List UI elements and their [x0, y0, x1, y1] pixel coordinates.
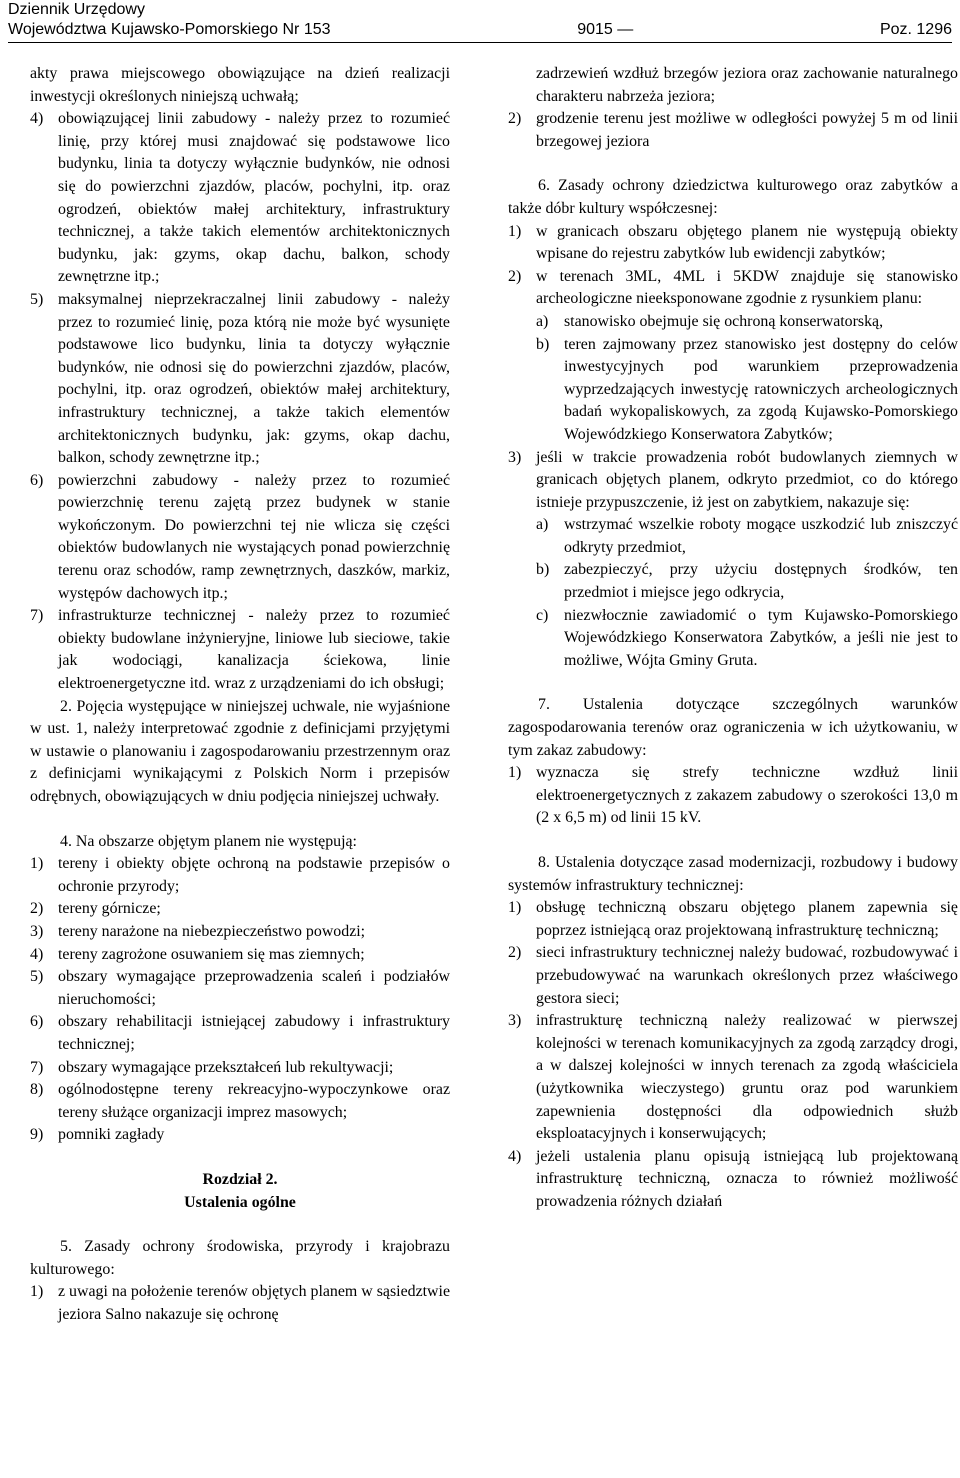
- list-marker: 5): [30, 968, 44, 986]
- list-item: [30, 289, 450, 470]
- list-marker: 6): [30, 1013, 44, 1031]
- list-marker: 2): [508, 944, 522, 962]
- list-text: teren zajmowany przez stanowisko jest dostępny do celów inwestycyjnych pod warunkiem przeprowadzenia wyprzedzających inwestycję ratowniczych archeologicznych badań wykopaliskowych, za zgodą Kujawsko-Pomorskiego Wojewódzkiego Konserwatora Zabytków;: [564, 335, 958, 443]
- list-item: [508, 762, 958, 830]
- page-header: [8, 0, 952, 40]
- list-item: [30, 1057, 450, 1080]
- list-item: [30, 1079, 450, 1124]
- list-marker: 1): [508, 899, 522, 917]
- list-marker: b): [536, 335, 550, 353]
- left-column: [30, 63, 450, 1326]
- list-text: grodzenie terenu jest możliwe w odległości powyżej 5 m od linii brzegowej jeziora: [536, 110, 958, 150]
- list-item: [30, 921, 450, 944]
- list-text: z uwagi na położenie terenów objętych planem w sąsiedztwie jeziora Salno nakazuje się ochronę: [58, 1283, 450, 1323]
- list-item: 3) jeśli w trakcie prowadzenia robót budowlanych ziemnych w granicach objętych planem, odkryto przedmiot, co do którego istnieje przypuszczenie, iż jest on zabytkiem, nakazuje się:: [508, 448, 958, 511]
- list-marker: 9): [30, 1126, 44, 1144]
- list-item: [508, 108, 958, 153]
- journal-title: Dziennik Urzędowy: [8, 1, 145, 18]
- sub-list-item: [508, 311, 958, 334]
- list-marker: 1): [508, 222, 522, 240]
- paragraph-5: 5. Zasady ochrony środowiska, przyrody i krajobrazu kulturowego:: [30, 1238, 450, 1278]
- list-text: maksymalnej nieprzekraczalnej linii zabudowy - należy przez to rozumieć linię, poza którą nie może być wysunięte podstawowe lico budynku, linia ta dotyczy wyłącznie budynków, nie odnosi się do powierzchni zjazdów, placów, pochylni, itp. oraz ogrodzeń, obiektów małej architektury, infrastruktury technicznej, a także takich elementów architektonicznych budynku, jak: gzyms, okap dachu, balkon, schody zewnętrzne itp.;: [58, 290, 450, 467]
- list-item: [508, 1010, 958, 1146]
- paragraph-6: 6. Zasady ochrony dziedzictwa kulturowego oraz zabytków a także dóbr kultury współczesnej:: [508, 177, 958, 217]
- list-text: zabezpieczyć, przy użyciu dostępnych środków, ten przedmiot i miejsce jego odkrycia,: [564, 561, 958, 602]
- list-item: [508, 897, 958, 942]
- list-item: [30, 944, 450, 967]
- list-marker: 4): [508, 1147, 522, 1165]
- list-text: jeżeli ustalenia planu opisują istniejącą lub projektowaną infrastrukturę techniczną, oznacza to również możliwość prowadzenia różnych działań: [536, 1147, 958, 1210]
- list-marker: 1): [30, 855, 44, 873]
- list-text: ogólnodostępne tereny rekreacyjno-wypoczynkowe oraz tereny służące organizacji imprez masowych;: [58, 1081, 450, 1121]
- list-text: obsługę techniczną obszaru objętego planem zapewnia się poprzez istniejącą oraz projektowaną infrastrukturę techniczną;: [536, 899, 958, 939]
- list-text: niezwłocznie zawiadomić o tym Kujawsko-Pomorskiego Wojewódzkiego Konserwatora Zabytków, a jeśli nie jest to możliwe, Wójta Gminy Gruta.: [564, 606, 958, 669]
- list-item: [30, 853, 450, 898]
- list-text: infrastrukturę techniczną należy realizować w pierwszej kolejności w terenach komunikacyjnych za zgodą zarządcy drogi, a w dalszej kolejności w innych terenach za zgodą właściciela (użytkownika wieczystego) gruntu oraz pod warunkiem zapewnienia dostępności dla odpowiednich służb eksploatacyjnych i konserwujących;: [536, 1012, 958, 1143]
- list-item: [30, 470, 450, 606]
- list-marker: 7): [30, 1058, 44, 1076]
- continuation-text: zadrzewień wzdłuż brzegów jeziora oraz zachowanie naturalnego charakteru nabrzeża jeziora;: [536, 65, 958, 105]
- right-column: [508, 63, 958, 1214]
- journal-issue: Województwa Kujawsko-Pomorskiego Nr 153: [8, 21, 331, 38]
- list-marker: 2): [30, 900, 44, 918]
- list-marker: 1): [508, 764, 522, 782]
- chapter-title: Ustalenia ogólne: [184, 1193, 296, 1211]
- list-item: [30, 605, 450, 695]
- list-text: tereny i obiekty objęte ochroną na podstawie przepisów o ochronie przyrody;: [58, 855, 450, 895]
- list-text: w granicach obszaru objętego planem nie występują obiekty wpisane do rejestru zabytków lub ewidencji zabytków;: [536, 222, 958, 263]
- list-text: powierzchni zabudowy - należy przez to rozumieć powierzchnię terenu zajętą przez budynek w stanie wykończonym. Do powierzchni tej nie wlicza się części obiektów budowlanych nie wystających ponad powierzchnię terenu oraz schodów, ramp zewnętrznych, daszków, markiz, występów dachowych itp.;: [58, 471, 450, 602]
- paragraph-8: 8. Ustalenia dotyczące zasad modernizacji, rozbudowy i budowy systemów infrastruktury technicznej:: [508, 854, 958, 894]
- list-marker: a): [536, 312, 549, 330]
- paragraph-4: 4. Na obszarze objętym planem nie występują:: [60, 832, 357, 850]
- list-text: obszary rehabilitacji istniejącej zabudowy i infrastruktury technicznej;: [58, 1013, 450, 1053]
- list-text: pomniki zagłady: [58, 1126, 165, 1144]
- list-item: [30, 1011, 450, 1056]
- list-marker: a): [536, 516, 549, 534]
- list-text: tereny narażone na niebezpieczeństwo powodzi;: [58, 922, 366, 940]
- list-item: [508, 1146, 958, 1214]
- list-text: wstrzymać wszelkie roboty mogące uszkodzić lub zniszczyć odkryty przedmiot,: [564, 516, 958, 556]
- list-text: obszary wymagające przekształceń lub rekultywacji;: [58, 1058, 394, 1076]
- list-item: [508, 266, 958, 311]
- list-marker: 2): [508, 267, 522, 285]
- list-text: w terenach 3ML, 4ML i 5KDW znajduje się stanowisko archeologiczne nieeksponowane zgodnie z rysunkiem planu:: [536, 267, 958, 308]
- list-marker: 8): [30, 1081, 44, 1099]
- list-marker: 5): [30, 290, 44, 308]
- list-item: [508, 942, 958, 1010]
- page-number: 9015 —: [577, 21, 634, 38]
- paragraph-2: 2. Pojęcia występujące w niniejszej uchwale, nie wyjaśnione w ust. 1, należy interpretować zgodnie z definicjami przyjętymi w ustawie o planowaniu i zagospodarowaniu przestrzennym oraz z definicjami wynikającymi z Polskich Norm i przepisów odrębnych, obowiązujących w dniu podjęcia niniejszej uchwały.: [30, 697, 450, 805]
- list-item: [30, 1281, 450, 1326]
- sub-list-item: [508, 514, 958, 559]
- list-marker: 4): [30, 945, 44, 963]
- list-marker: 3): [30, 922, 44, 940]
- list-text: obowiązującej linii zabudowy - należy przez to rozumieć linię, przy której musi znajdować się podstawowe lico budynku, linia ta dotyczy wyłącznie budynków, nie odnosi się do powierzchni zjazdów, placów, pochylni, itp. oraz ogrodzeń, obiektów małej architektury, infrastruktury technicznej, a także takich elementów architektonicznych budynku, jak: gzyms, okap dachu, balkon, schody zewnętrzne itp.;: [58, 110, 450, 286]
- position-number: Poz. 1296: [879, 21, 952, 38]
- chapter-number: Rozdział 2.: [202, 1170, 278, 1188]
- list-marker: 7): [30, 607, 44, 625]
- list-text: obszary wymagające przeprowadzenia scaleń i podziałów nieruchomości;: [58, 968, 450, 1008]
- list-marker: c): [536, 606, 549, 624]
- list-item: [30, 898, 450, 921]
- list-text: infrastrukturze technicznej - należy przez to rozumieć obiekty budowlane inżynieryjne, liniowe lub sieciowe, takie jak wodociągi, kanalizacja ściekowa, linie elektroenergetyczne itd. wraz z urządzeniami do ich obsługi;: [58, 607, 450, 693]
- list-text: wyznacza się strefy techniczne wzdłuż linii elektroenergetycznych z zakazem zabudowy o szerokości 13,0 m (2 x 6,5 m) od linii 15 kV.: [536, 764, 958, 827]
- sub-list-item: [508, 559, 958, 604]
- list-item: [508, 221, 958, 266]
- list-item: [30, 108, 450, 289]
- list-text: sieci infrastruktury technicznej należy budować, rozbudowywać i przebudowywać na warunkach określonych przez właściwego gestora sieci;: [536, 944, 958, 1007]
- list-text: tereny górnicze;: [58, 900, 161, 918]
- sub-list-item: [508, 334, 958, 447]
- list-marker: b): [536, 561, 550, 579]
- list-marker: 2): [508, 110, 522, 128]
- list-item: [30, 1124, 450, 1147]
- list-text: stanowisko obejmuje się ochroną konserwatorską,: [564, 312, 884, 330]
- sub-list-item: [508, 605, 958, 673]
- list-marker: 4): [30, 110, 44, 128]
- list-text: tereny zagrożone osuwaniem się mas ziemnych;: [58, 945, 365, 963]
- list-item: [30, 966, 450, 1011]
- list-marker: 3): [508, 1012, 522, 1030]
- paragraph-7: 7. Ustalenia dotyczące szczególnych warunków zagospodarowania terenów oraz ograniczenia w ich użytkowaniu, w tym zakaz zabudowy:: [508, 696, 958, 759]
- header-rule: [8, 42, 952, 43]
- continuation-text: akty prawa miejscowego obowiązujące na dzień realizacji inwestycji określonych niniejszą uchwałą;: [30, 65, 450, 105]
- list-marker: 6): [30, 471, 44, 489]
- list-marker: 1): [30, 1283, 44, 1301]
